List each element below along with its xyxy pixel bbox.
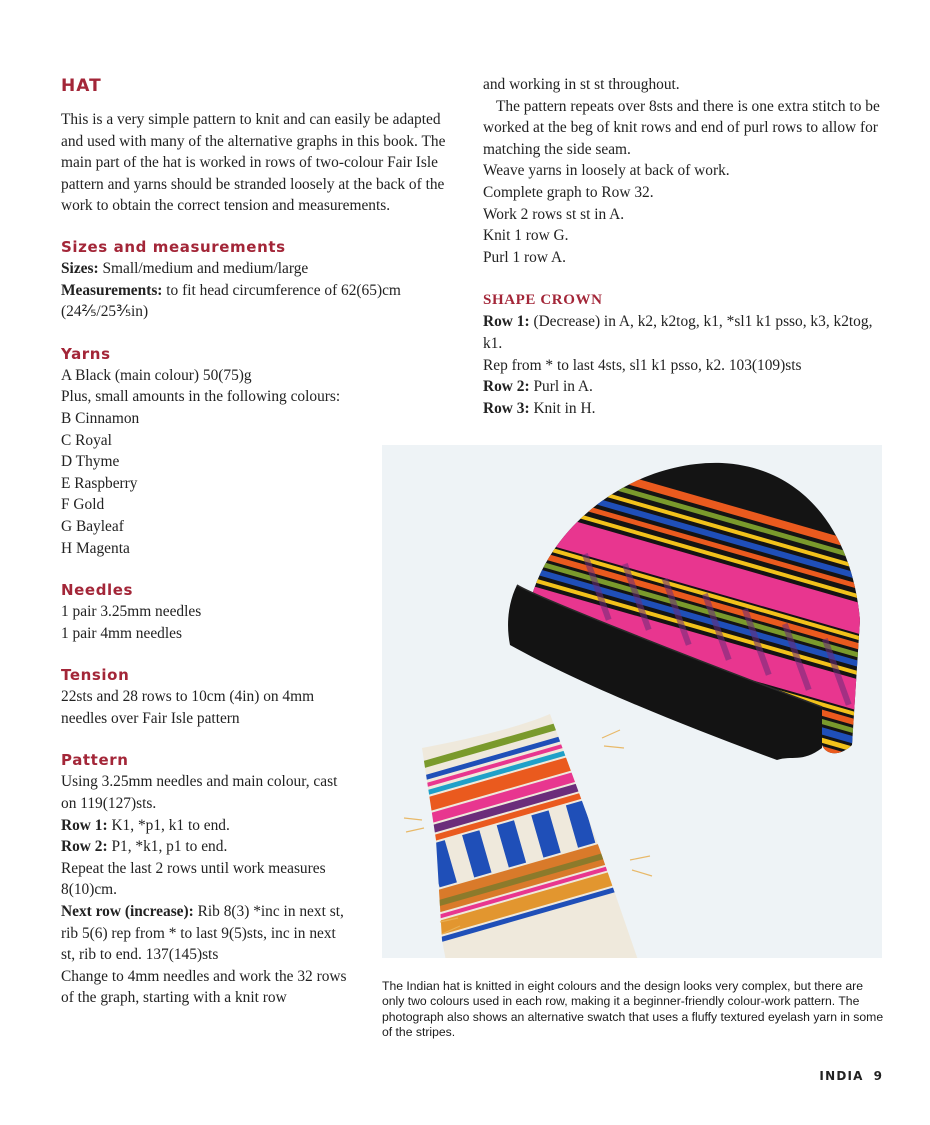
- crown-row-1-label: Row 1:: [483, 313, 530, 331]
- crown-row-2: [483, 376, 888, 398]
- crown-row-1-continued: Rep from * to last 4sts, sl1 k1 psso, k2. 103(109)sts: [483, 356, 802, 374]
- yarn-line: C Royal: [61, 431, 112, 449]
- sizes-value: Small/medium and medium/large: [98, 259, 309, 277]
- yarn-line: B Cinnamon: [61, 409, 140, 427]
- crown-row-1: [483, 311, 888, 354]
- hat-photo: [382, 445, 882, 958]
- instruction-line: Purl 1 row A.: [483, 248, 566, 266]
- instruction-line: Knit 1 row G.: [483, 227, 569, 245]
- page-title: HAT: [61, 76, 102, 96]
- yarn-line: E Raspberry: [61, 474, 138, 492]
- shape-crown-section: [483, 289, 888, 419]
- repeat-note: The pattern repeats over 8sts and there is one extra stitch to be worked at the beg of knit rows and end of purl rows to allow for matching the side seam.: [483, 97, 880, 158]
- tension-heading: Tension: [61, 666, 130, 685]
- crown-row-1-text: (Decrease) in A, k2, k2tog, k1, *sl1 k1 psso, k3, k2tog, k1.: [483, 313, 873, 352]
- crown-row-2-text: Purl in A.: [529, 378, 593, 396]
- sizes-heading: Sizes and measurements: [61, 237, 286, 256]
- sizes-line: [61, 258, 466, 280]
- next-row-text: Rib 8(3) *inc in next st, rib 5(6) rep from * to last 9(5)sts, inc in next st, rib to end. 137(145)sts: [61, 903, 344, 964]
- row-1-label: Row 1:: [61, 816, 108, 834]
- crown-row-3-label: Row 3:: [483, 399, 530, 417]
- measurements-label: Measurements:: [61, 281, 163, 299]
- crown-row-2-label: Row 2:: [483, 378, 530, 396]
- pattern-section: [61, 749, 351, 1009]
- footer-section-name: INDIA: [819, 1069, 864, 1083]
- right-column: [483, 74, 888, 419]
- next-row-label: Next row (increase):: [61, 903, 194, 921]
- shape-crown-heading: SHAPE CROWN: [483, 292, 603, 309]
- sizes-section: [61, 236, 466, 323]
- page-number: 9: [873, 1069, 882, 1083]
- tension-text: 22sts and 28 rows to 10cm (4in) on 4mm needles over Fair Isle pattern: [61, 688, 315, 727]
- instruction-line: Weave yarns in loosely at back of work.: [483, 162, 730, 180]
- instruction-line: Work 2 rows st st in A.: [483, 205, 625, 223]
- needles-heading: Needles: [61, 581, 134, 600]
- measurements-line: [61, 280, 466, 323]
- page-footer: [819, 1069, 882, 1083]
- repeat-text: Repeat the last 2 rows until work measures 8(10)cm.: [61, 859, 326, 899]
- yarn-line: G Bayleaf: [61, 517, 124, 535]
- cast-on-text: Using 3.25mm needles and main colour, cast on 119(127)sts.: [61, 773, 338, 813]
- row-1-text: K1, *p1, k1 to end.: [107, 816, 230, 834]
- swatch-image: [382, 690, 689, 958]
- change-needles-text: Change to 4mm needles and work the 32 rows of the graph, starting with a knit row: [61, 967, 347, 1007]
- intro-paragraph: This is a very simple pattern to knit and can easily be adapted and used with many of the alternative graphs in this book. The main part of the hat is worked in rows of two-colour Fair Isle pattern and yarns should be stranded loosely at the back of the work to obtain the correct tension and measurements.: [61, 111, 446, 215]
- yarn-line: D Thyme: [61, 453, 120, 471]
- yarn-line: H Magenta: [61, 539, 130, 557]
- row-1-instruction: [61, 815, 351, 837]
- pattern-heading: Pattern: [61, 751, 129, 770]
- needle-line: 1 pair 4mm needles: [61, 624, 182, 642]
- measurements-value: to fit head circumference of 62(65)cm (24⅖/25⅗in): [61, 281, 401, 321]
- crown-row-3: [483, 398, 888, 420]
- row-2-label: Row 2:: [61, 838, 108, 856]
- row-2-text: P1, *k1, p1 to end.: [107, 838, 228, 856]
- yarn-line: Plus, small amounts in the following colours:: [61, 388, 341, 406]
- instruction-line: Complete graph to Row 32.: [483, 183, 654, 201]
- sizes-label: Sizes:: [61, 259, 99, 277]
- next-row-instruction: [61, 901, 351, 966]
- row-2-instruction: [61, 836, 351, 858]
- crown-row-3-text: Knit in H.: [529, 399, 596, 417]
- continued-text: and working in st st throughout.: [483, 76, 680, 93]
- needle-line: 1 pair 3.25mm needles: [61, 603, 202, 621]
- yarn-line: A Black (main colour) 50(75)g: [61, 366, 252, 384]
- photo-caption: The Indian hat is knitted in eight colours and the design looks very complex, but there are only two colours used in each row, making it a beginner-friendly colour-work pattern. The photograph also shows an alternative swatch that uses a fluffy textured eyelash yarn in some of the stripes.: [382, 979, 884, 1039]
- yarn-line: F Gold: [61, 496, 105, 514]
- yarns-heading: Yarns: [61, 344, 111, 363]
